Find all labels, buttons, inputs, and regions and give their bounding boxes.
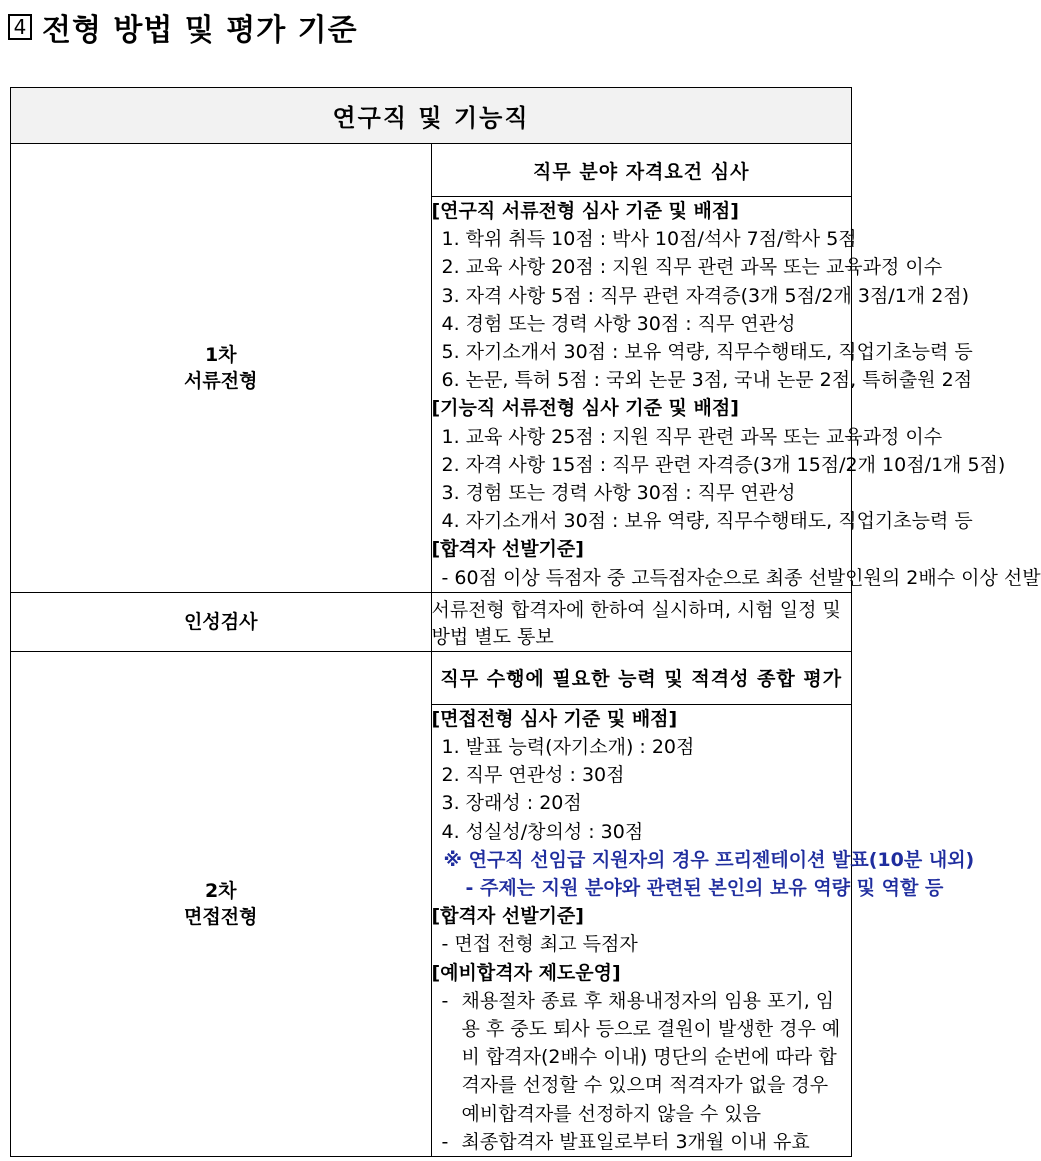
dash-mark: - [441,1130,449,1153]
technical-item: 4. 자기소개서 30점 : 보유 역량, 직무수행태도, 직업기초능력 등 [441,510,973,533]
interview-item: 2. 직무 연관성 : 30점 [441,764,625,787]
stage2-label-line1: 2차 [204,879,237,902]
section-heading [8,8,358,46]
research-item: 5. 자기소개서 30점 : 보유 역량, 직무수행태도, 직업기초능력 등 [441,341,973,364]
research-item: 6. 논문, 특허 5점 : 국외 논문 3점, 국내 논문 2점, 특허출원 2점 [441,369,973,392]
reserve-item [432,987,852,1128]
personality-text: 서류전형 합격자에 한하여 실시하며, 시험 일정 및 방법 별도 통보 [431,592,852,651]
table-header: 연구직 및 기능직 [11,88,852,144]
research-item: 4. 경험 또는 경력 사항 30점 : 직무 연관성 [441,312,796,335]
research-item: 1. 학위 취득 10점 : 박사 10점/석사 7점/학사 5점 [441,228,857,251]
stage2-selection-text: - 면접 전형 최고 득점자 [441,933,638,956]
technical-item: 1. 교육 사항 25점 : 지원 직무 관련 과목 또는 교육과정 이수 [441,425,943,448]
stage1-label [11,144,432,593]
reserve-item [432,1128,852,1156]
interview-criteria-title: [면접전형 심사 기준 및 배점] [431,707,678,730]
stage2-content [431,704,975,1156]
dash-mark: - [441,989,449,1012]
research-item: 3. 자격 사항 5점 : 직무 관련 자격증(3개 5점/2개 3점/1개 2점) [441,284,970,307]
stage1-selection-title: [합격자 선발기준] [431,538,584,561]
interview-item: 4. 성실성/창의성 : 30점 [441,820,644,843]
presentation-note: ※ 연구직 선임급 지원자의 경우 프리젠테이션 발표(10분 내외) [443,848,975,871]
research-criteria-title: [연구직 서류전형 심사 기준 및 배점] [431,200,739,222]
technical-criteria-title: [기능직 서류전형 심사 기준 및 배점] [431,397,739,420]
presentation-topic-note: - 주제는 지원 분야와 관련된 본인의 보유 역량 및 역할 등 [465,877,944,900]
section-number-box: 4 [8,14,32,40]
stage2-label [11,651,432,1156]
evaluation-table [10,87,1041,1157]
interview-item: 3. 장래성 : 20점 [441,792,582,815]
technical-item: 2. 자격 사항 15점 : 직무 관련 자격증(3개 15점/2개 10점/1개 5점) [441,453,1006,476]
stage1-label-line2: 서류전형 [184,369,258,392]
stage1-content [431,197,1041,593]
stage1-label-line1: 1차 [204,343,237,366]
stage1-selection-text: - 60점 이상 득점자 중 고득점자순으로 최종 선발인원의 2배수 이상 선발 [441,566,1041,589]
interview-item: 1. 발표 능력(자기소개) : 20점 [441,736,695,759]
stage1-subheading: 직무 분야 자격요건 심사 [431,144,852,197]
stage2-label-line2: 면접전형 [184,905,258,928]
reserve-title: [예비합격자 제도운영] [431,961,621,984]
technical-item: 3. 경험 또는 경력 사항 30점 : 직무 연관성 [441,482,796,505]
reserve-text: 채용절차 종료 후 채용내정자의 임용 포기, 임용 후 중도 퇴사 등으로 결원이 발생한 경우 예비 합격자(2배수 이내) 명단의 순번에 따라 합격자를 선정할 수 있으며 적격자가 없을 경우 예비합격자를 선정하지 않을 수 있음 [461,989,841,1125]
section-title: 전형 방법 및 평가 기준 [42,13,358,48]
personality-label: 인성검사 [11,592,432,651]
research-item: 2. 교육 사항 20점 : 지원 직무 관련 과목 또는 교육과정 이수 [441,256,943,279]
stage2-subheading: 직무 수행에 필요한 능력 및 적격성 종합 평가 [431,651,852,704]
reserve-validity-text: 최종합격자 발표일로부터 3개월 이내 유효 [461,1130,810,1153]
stage2-selection-title: [합격자 선발기준] [431,905,584,928]
